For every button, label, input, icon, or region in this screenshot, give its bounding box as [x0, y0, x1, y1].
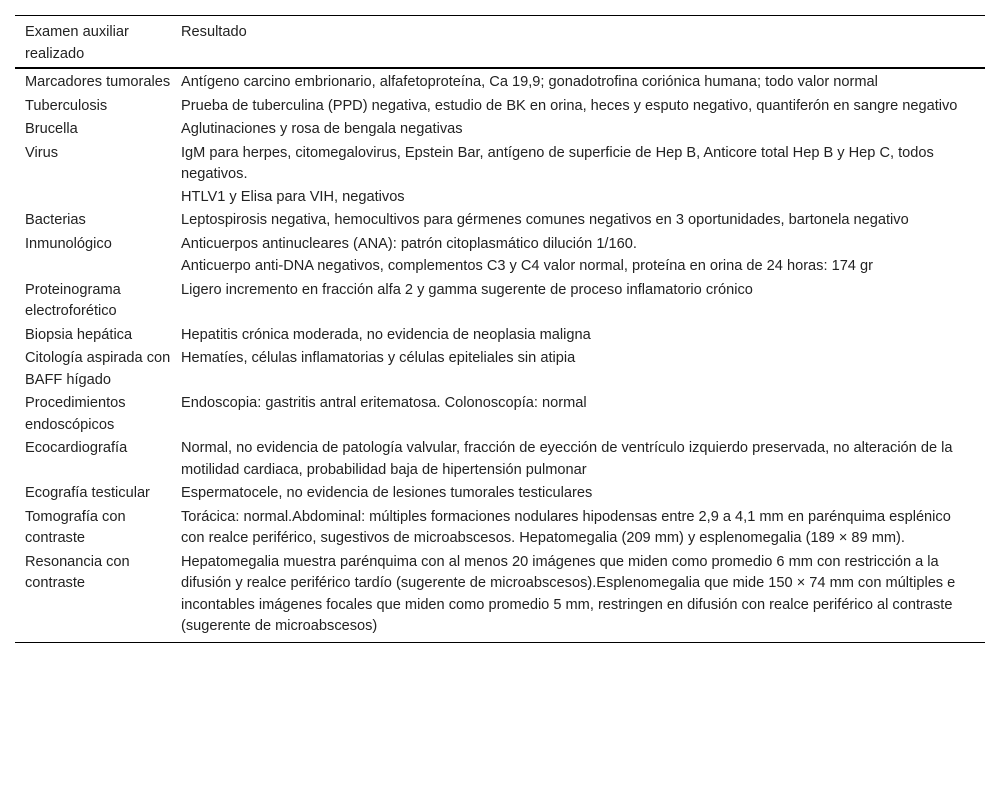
exam-cell: Brucella: [25, 121, 78, 137]
result-text: Anticuerpo anti-DNA negativos, complementos C3 y C4 valor normal, proteína en orina de 24 horas: 174 gr: [181, 258, 873, 274]
result-text: Endoscopia: gastritis antral eritematosa. Colonoscopía: normal: [181, 395, 587, 411]
table-body: [15, 68, 985, 642]
result-text: Normal, no evidencia de patología valvular, fracción de eyección de ventrículo izquierdo preservada, no alteración de la motilidad cardiaca, probabilidad baja de hipertensión pulmonar: [181, 440, 953, 478]
table-row: [15, 392, 985, 437]
table-row: [15, 209, 985, 233]
result-text: Torácica: normal.Abdominal: múltiples formaciones nodulares hipodensas entre 2,9 a 4,1 mm en parénquima esplénico con realce periférico, sugestivos de microabscesos. Hepatomegalia (209 mm) y esplenomegalia (189 × 89 mm).: [181, 508, 951, 546]
result-cell: [181, 209, 985, 233]
exam-cell: Ecocardiografía: [25, 440, 128, 456]
exam-cell: Bacterias: [25, 212, 86, 228]
auxiliary-exams-table: [15, 15, 985, 643]
exam-cell: Citología aspirada con BAFF hígado: [25, 350, 171, 388]
result-text: Ligero incremento en fracción alfa 2 y gamma sugerente de proceso inflamatorio crónico: [181, 281, 753, 298]
exam-cell: Ecografía testicular: [25, 485, 150, 501]
table-row: [15, 506, 985, 551]
result-text: Prueba de tuberculina (PPD) negativa, estudio de BK en orina, heces y esputo negativo, quantiferón en sangre negativo: [181, 97, 958, 114]
table-row: [15, 347, 985, 392]
result-text: Hematíes, células inflamatorias y células epiteliales sin atipia: [181, 350, 576, 366]
exam-cell: Tomografía con contraste: [25, 508, 126, 546]
table-row: [15, 324, 985, 348]
result-cell: [181, 68, 985, 95]
exam-cell: Marcadores tumorales: [25, 74, 171, 90]
result-text: Aglutinaciones y rosa de bengala negativas: [181, 121, 463, 137]
result-cell: [181, 347, 985, 392]
table-row: [15, 142, 985, 210]
result-text: Anticuerpos antinucleares (ANA): patrón citoplasmático dilución 1/160.: [181, 235, 637, 252]
table-row: [15, 279, 985, 324]
result-cell: [181, 551, 985, 643]
result-text: Hepatitis crónica moderada, no evidencia de neoplasia maligna: [181, 326, 591, 343]
result-text: Hepatomegalia muestra parénquima con al menos 20 imágenes que miden como promedio 6 mm con restricción a la difusión y realce periférico tardío (sugerente de microabscesos).Esplenomegalia que mide 150 × 74 mm con múltiples e incontables imágenes focales que miden como promedio 5 mm, restringen en difusión con realce periférico al contraste (sugerente de microabscesos): [181, 553, 956, 634]
exam-cell: Biopsia hepática: [25, 326, 133, 343]
exam-cell: Virus: [25, 144, 58, 161]
exam-cell: Tuberculosis: [25, 97, 108, 114]
result-cell: [181, 233, 985, 279]
column-header-exam: Examen auxiliar realizado: [25, 24, 129, 62]
result-cell: [181, 95, 985, 119]
result-cell: [181, 392, 985, 437]
result-cell: [181, 279, 985, 324]
exam-cell: Proteinograma electroforético: [25, 281, 121, 319]
result-cell: [181, 118, 985, 142]
table-row: [15, 68, 985, 95]
result-text: Espermatocele, no evidencia de lesiones tumorales testiculares: [181, 485, 593, 501]
table-row: [15, 551, 985, 643]
result-text: Antígeno carcino embrionario, alfafetoproteína, Ca 19,9; gonadotrofina coriónica humana; todo valor normal: [181, 74, 878, 90]
result-cell: [181, 437, 985, 482]
table-row: [15, 233, 985, 279]
result-text: Leptospirosis negativa, hemocultivos para gérmenes comunes negativos en 3 oportunidades, bartonela negativo: [181, 212, 909, 228]
result-text: IgM para herpes, citomegalovirus, Epstein Bar, antígeno de superficie de Hep B, Anticore total Hep B y Hep C, todos negativos.: [181, 144, 934, 182]
result-cell: [181, 324, 985, 348]
exam-cell: Inmunológico: [25, 235, 112, 252]
table-row: [15, 437, 985, 482]
table-header: [15, 16, 985, 69]
table-row: [15, 482, 985, 506]
results-table-container: [15, 15, 985, 643]
result-cell: [181, 506, 985, 551]
exam-cell: Procedimientos endoscópicos: [25, 395, 126, 433]
table-row: [15, 95, 985, 119]
result-cell: [181, 482, 985, 506]
header-row: [15, 16, 985, 69]
result-cell: [181, 142, 985, 210]
result-text: HTLV1 y Elisa para VIH, negativos: [181, 188, 405, 205]
table-row: [15, 118, 985, 142]
column-header-result: Resultado: [181, 24, 247, 40]
exam-cell: Resonancia con contraste: [25, 553, 130, 591]
